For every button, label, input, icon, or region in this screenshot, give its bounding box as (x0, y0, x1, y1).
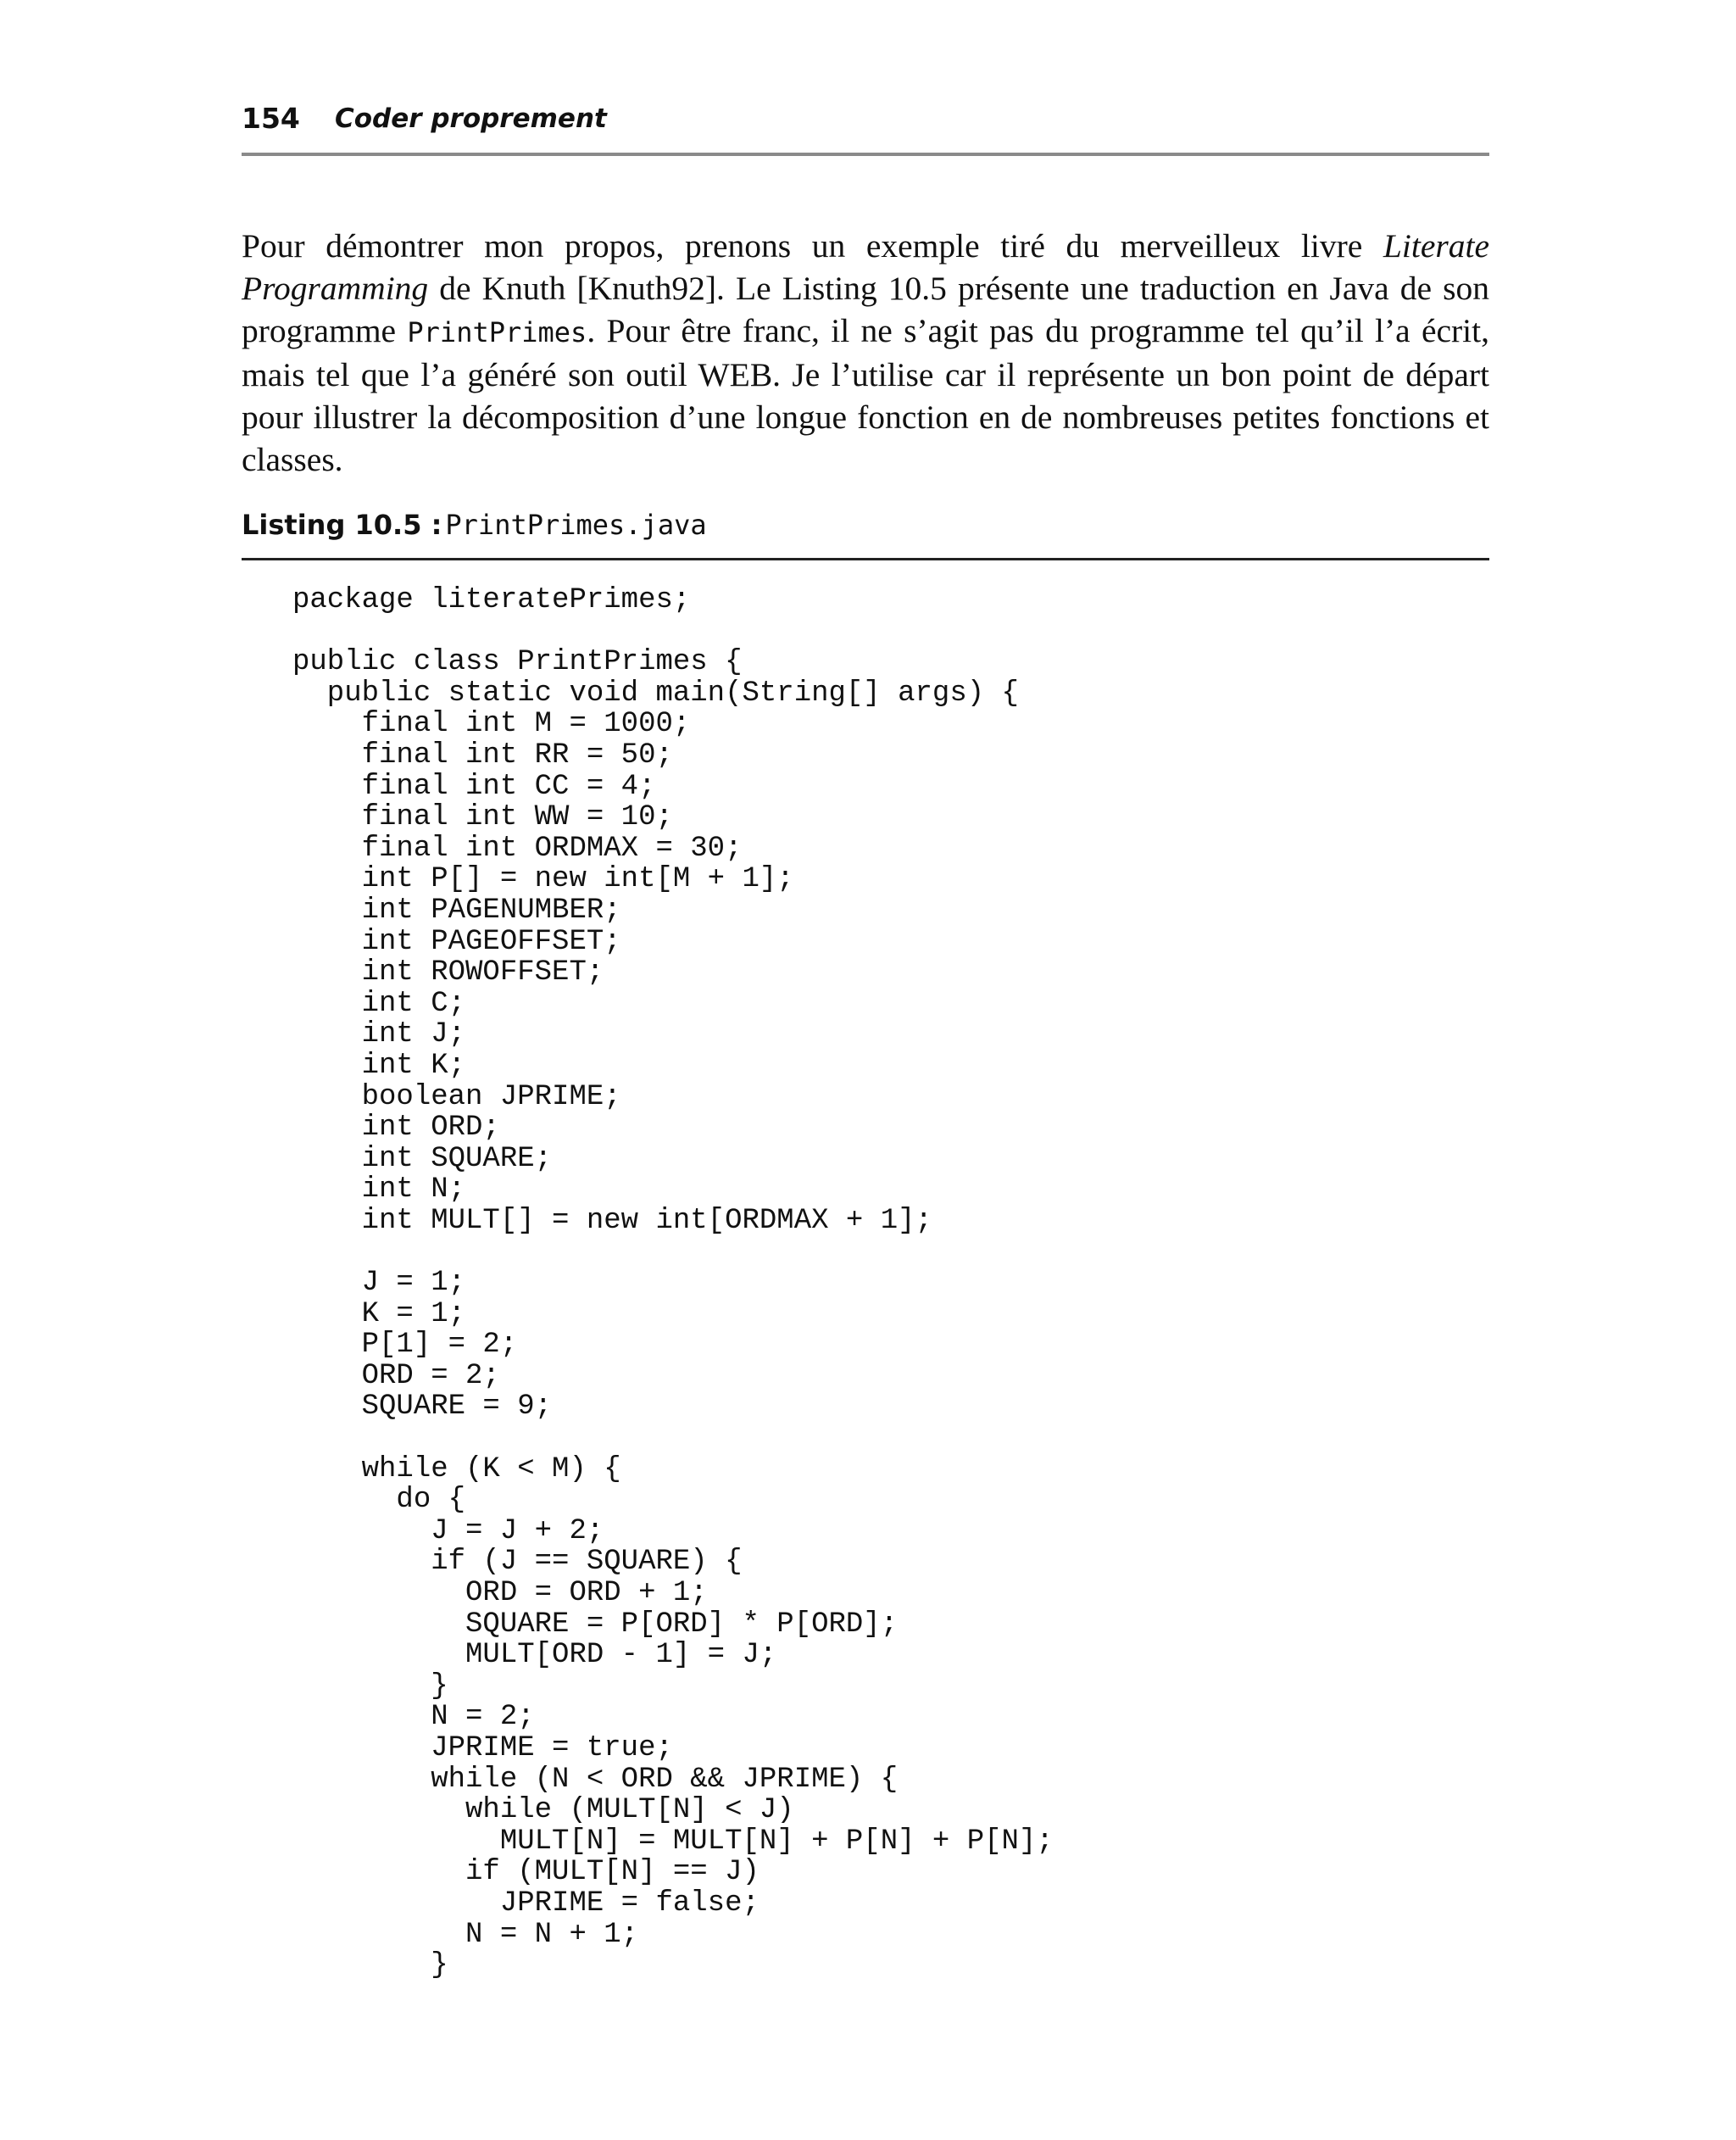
code-line: P[1] = 2; (292, 1329, 518, 1362)
code-line: int PAGENUMBER; (292, 894, 621, 927)
paragraph-text-3: . Pour être franc, il ne s’agit pas du programme tel qu’il l’a écrit, mais tel que l’a généré son outil WEB. Je l’utilise car il représente un bon point de départ pour illustrer la décomposition d’une longue fonction en de nombreuses petites fonctions et classes. (242, 312, 1489, 478)
code-line: } (292, 1949, 448, 1982)
code-line: int C; (292, 987, 466, 1020)
code-line: SQUARE = P[ORD] * P[ORD]; (292, 1608, 899, 1641)
code-line: J = J + 2; (292, 1514, 604, 1547)
code-line: public static void main(String[] args) { (292, 677, 1019, 710)
page-number: 154 (242, 102, 300, 135)
code-line (292, 616, 1054, 648)
code-line: MULT[N] = MULT[N] + P[N] + P[N]; (292, 1825, 1054, 1858)
code-line (292, 1236, 1054, 1268)
code-line: final int RR = 50; (292, 738, 673, 772)
body-paragraph (242, 225, 1489, 481)
code-line: N = N + 1; (292, 1918, 639, 1951)
code-line: JPRIME = true; (292, 1731, 673, 1764)
program-name: PrintPrimes (407, 316, 587, 348)
code-line: MULT[ORD - 1] = J; (292, 1639, 777, 1672)
paragraph-text-2: de Knuth [Knuth92]. Le Listing 10.5 présente une traduction en Java de son programme (242, 270, 1489, 349)
code-line: public class PrintPrimes { (292, 646, 743, 679)
code-line: int J; (292, 1018, 466, 1051)
code-line: int PAGEOFFSET; (292, 925, 621, 958)
code-line: boolean JPRIME; (292, 1080, 621, 1113)
book-title: Literate Programming (242, 227, 1489, 307)
code-line: if (MULT[N] == J) (292, 1856, 760, 1889)
running-title: Coder proprement (335, 103, 607, 134)
code-line: int MULT[] = new int[ORDMAX + 1]; (292, 1204, 932, 1237)
code-line: final int ORDMAX = 30; (292, 832, 743, 865)
listing-label: Listing 10.5 : (242, 509, 442, 541)
code-line: JPRIME = false; (292, 1886, 760, 1920)
code-line (292, 1423, 1054, 1454)
code-line: J = 1; (292, 1267, 466, 1300)
code-line: final int M = 1000; (292, 708, 691, 741)
code-line: final int WW = 10; (292, 801, 673, 834)
code-line: while (N < ORD && JPRIME) { (292, 1763, 899, 1796)
code-line: int K; (292, 1049, 466, 1082)
code-line: SQUARE = 9; (292, 1390, 553, 1424)
code-line: } (292, 1669, 448, 1703)
listing-caption (242, 509, 1489, 560)
code-line: while (K < M) { (292, 1452, 621, 1485)
code-line: int ROWOFFSET; (292, 956, 604, 989)
code-line: K = 1; (292, 1297, 466, 1330)
page-header (242, 100, 1489, 156)
code-line: ORD = 2; (292, 1359, 500, 1392)
code-line: ORD = ORD + 1; (292, 1577, 708, 1609)
code-line: int N; (292, 1173, 466, 1207)
code-line: int ORD; (292, 1112, 500, 1145)
code-line: int SQUARE; (292, 1142, 553, 1175)
code-listing (292, 585, 1054, 1981)
code-line: int P[] = new int[M + 1]; (292, 863, 794, 896)
paragraph-text-1: Pour démontrer mon propos, prenons un exemple tiré du merveilleux livre (242, 227, 1383, 265)
code-line: while (MULT[N] < J) (292, 1794, 794, 1827)
listing-filename: PrintPrimes.java (445, 509, 707, 541)
code-line: package literatePrimes; (292, 584, 691, 616)
code-line: if (J == SQUARE) { (292, 1546, 743, 1579)
code-line: do { (292, 1484, 466, 1517)
code-line: final int CC = 4; (292, 770, 656, 803)
code-line: N = 2; (292, 1701, 535, 1734)
